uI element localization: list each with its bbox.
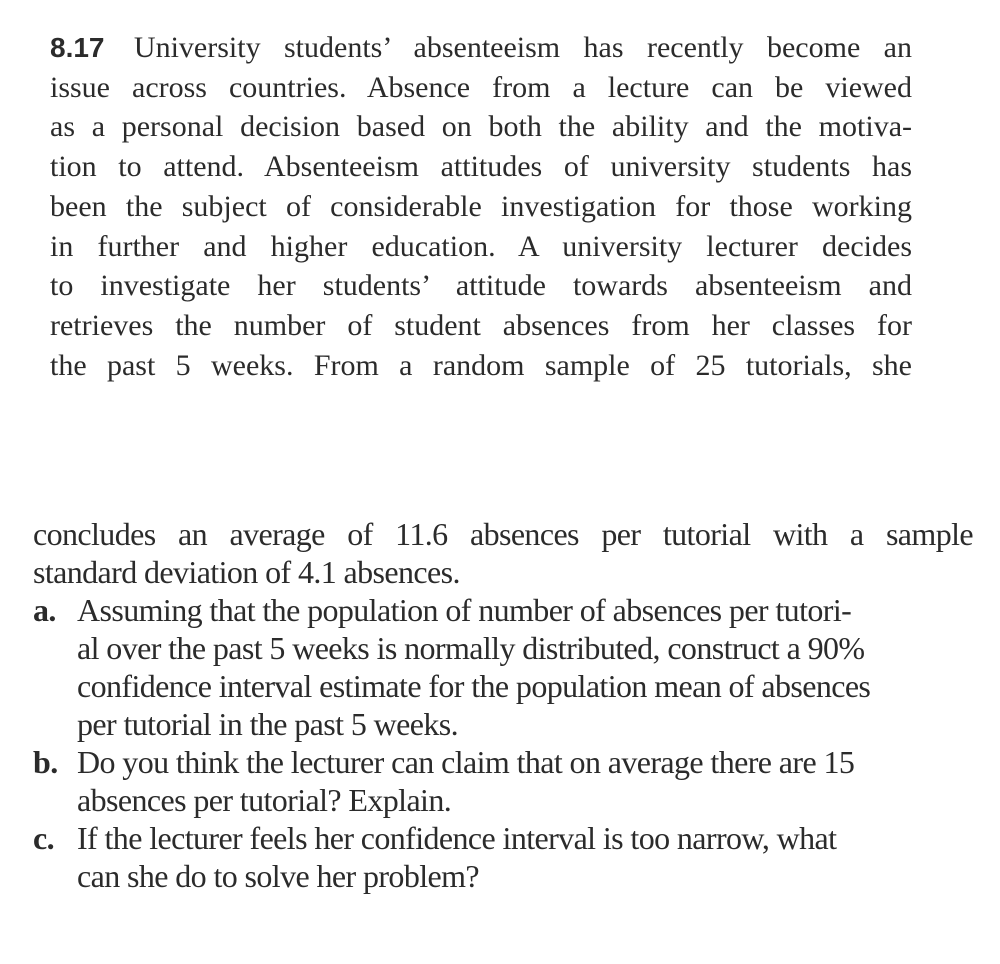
exercise-number: 8.17 (50, 32, 105, 63)
part-label: c. (33, 820, 55, 856)
exercise-intro (50, 28, 912, 385)
exercise-continuation (33, 515, 973, 895)
part-a (33, 591, 973, 743)
part-c (33, 819, 973, 895)
text-line: absences per tutorial? Explain. (77, 782, 452, 818)
part-label: b. (33, 744, 58, 780)
text-line: per tutorial in the past 5 weeks. (77, 706, 458, 742)
part-label: a. (33, 592, 56, 628)
text-line: in further and higher education. A university lecturer decides (50, 229, 912, 263)
text-line: as a personal decision based on both the ability and the motiva- (50, 110, 912, 144)
continuation-paragraph (33, 515, 973, 591)
text-line: standard deviation of 4.1 absences. (33, 554, 460, 590)
text-line: issue across countries. Absence from a lecture can be viewed (50, 70, 912, 104)
text-line: to investigate her students’ attitude towards absenteeism and (50, 269, 912, 303)
text-line: tion to attend. Absenteeism attitudes of university students has (50, 150, 912, 184)
text-line: been the subject of considerable investigation for those working (50, 189, 912, 223)
part-b (33, 743, 973, 819)
text-line: Do you think the lecturer can claim that on average there are 15 (77, 744, 855, 780)
text-line: al over the past 5 weeks is normally distributed, construct a 90% (77, 630, 865, 666)
text-line: If the lecturer feels her confidence interval is too narrow, what (77, 820, 837, 856)
text-line: the past 5 weeks. From a random sample of 25 tutorials, she (50, 348, 912, 382)
text-line: retrieves the number of student absences from her classes for (50, 308, 912, 342)
text-line: can she do to solve her problem? (77, 858, 480, 894)
text-line: concludes an average of 11.6 absences per tutorial with a sample (33, 516, 973, 552)
text-line: confidence interval estimate for the population mean of absences (77, 668, 871, 704)
text-line: Assuming that the population of number of absences per tutori- (77, 592, 852, 628)
text-line: 8.17 University students’ absenteeism has recently become an (50, 31, 912, 64)
